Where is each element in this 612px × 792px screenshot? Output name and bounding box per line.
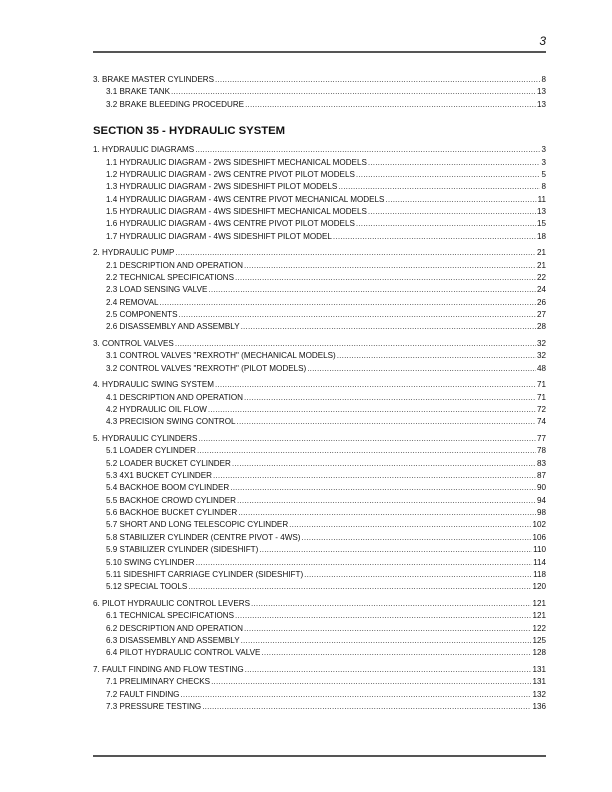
entry-page-number: 87 bbox=[536, 471, 546, 481]
toc-subentry[interactable] bbox=[93, 157, 546, 169]
dot-leader bbox=[196, 557, 532, 569]
entry-label: 2. HYDRAULIC PUMP bbox=[93, 248, 175, 258]
toc-subentry[interactable] bbox=[93, 610, 546, 622]
entry-page-number: 28 bbox=[536, 322, 546, 332]
footer-rule bbox=[93, 755, 546, 757]
entry-label: 5.8 STABILIZER CYLINDER (CENTRE PIVOT - 4WS) bbox=[106, 532, 301, 542]
dot-leader bbox=[159, 297, 536, 309]
toc-group bbox=[93, 433, 546, 593]
entry-label: 1.4 HYDRAULIC DIAGRAM - 4WS CENTRE PIVOT MECHANICAL MODELS bbox=[106, 194, 385, 204]
entry-label: 2.5 COMPONENTS bbox=[106, 310, 178, 320]
toc-subentry[interactable] bbox=[93, 218, 546, 230]
toc-subentry[interactable] bbox=[93, 445, 546, 457]
toc-subentry[interactable] bbox=[93, 581, 546, 593]
entry-label: 6.1 TECHNICAL SPECIFICATIONS bbox=[106, 611, 235, 621]
toc-entry[interactable] bbox=[93, 598, 546, 610]
dot-leader bbox=[198, 433, 536, 445]
toc-subentry[interactable] bbox=[93, 350, 546, 362]
entry-label: 3.1 BRAKE TANK bbox=[106, 87, 171, 97]
entry-label: 1.7 HYDRAULIC DIAGRAM - 4WS SIDESHIFT PILOT MODEL bbox=[106, 231, 332, 241]
dot-leader bbox=[215, 379, 536, 391]
dot-leader bbox=[235, 610, 531, 622]
entry-label: 2.3 LOAD SENSING VALVE bbox=[106, 285, 208, 295]
dot-leader bbox=[232, 458, 536, 470]
toc-entry[interactable] bbox=[93, 664, 546, 676]
entry-page-number: 94 bbox=[536, 495, 546, 505]
entry-page-number: 132 bbox=[532, 689, 546, 699]
entry-page-number: 74 bbox=[536, 417, 546, 427]
toc-subentry[interactable] bbox=[93, 194, 546, 206]
dot-leader bbox=[333, 231, 536, 243]
entry-label: 3.2 BRAKE BLEEDING PROCEDURE bbox=[106, 99, 245, 109]
dot-leader bbox=[208, 284, 536, 296]
entry-page-number: 131 bbox=[532, 677, 546, 687]
toc-subentry[interactable] bbox=[93, 297, 546, 309]
toc-subentry[interactable] bbox=[93, 544, 546, 556]
entry-label: 5.11 SIDESHIFT CARRIAGE CYLINDER (SIDESHIFT) bbox=[106, 569, 304, 579]
entry-page-number: 90 bbox=[536, 483, 546, 493]
entry-label: 1.5 HYDRAULIC DIAGRAM - 4WS SIDESHIFT MECHANICAL MODELS bbox=[106, 207, 367, 217]
entry-label: 4.1 DESCRIPTION AND OPERATION bbox=[106, 392, 244, 402]
toc-subentry[interactable] bbox=[93, 309, 546, 321]
entry-page-number: 18 bbox=[536, 231, 546, 241]
entry-page-number: 83 bbox=[536, 458, 546, 468]
toc-subentry[interactable] bbox=[93, 260, 546, 272]
toc-subentry[interactable] bbox=[93, 495, 546, 507]
toc-subentry[interactable] bbox=[93, 623, 546, 635]
entry-label: 5.9 STABILIZER CYLINDER (SIDESHIFT) bbox=[106, 545, 259, 555]
toc-subentry[interactable] bbox=[93, 557, 546, 569]
entry-page-number: 13 bbox=[536, 87, 546, 97]
entry-label: 5.12 SPECIAL TOOLS bbox=[106, 582, 188, 592]
dot-leader bbox=[188, 581, 531, 593]
dot-leader bbox=[244, 260, 536, 272]
entry-page-number: 98 bbox=[536, 508, 546, 518]
entry-page-number: 77 bbox=[536, 434, 546, 444]
toc-entry[interactable] bbox=[93, 247, 546, 259]
dot-leader bbox=[180, 689, 531, 701]
toc-subentry[interactable] bbox=[93, 321, 546, 333]
entry-page-number: 121 bbox=[532, 611, 546, 621]
entry-page-number: 120 bbox=[532, 582, 546, 592]
toc-subentry[interactable] bbox=[93, 689, 546, 701]
entry-label: 5.2 LOADER BUCKET CYLINDER bbox=[106, 458, 231, 468]
entry-page-number: 22 bbox=[536, 273, 546, 283]
entry-page-number: 106 bbox=[532, 532, 546, 542]
entry-page-number: 3 bbox=[541, 157, 546, 167]
toc-subentry[interactable] bbox=[93, 532, 546, 544]
dot-leader bbox=[241, 635, 532, 647]
entry-label: 3.2 CONTROL VALVES "REXROTH" (PILOT MODELS) bbox=[106, 363, 307, 373]
toc-subentry[interactable] bbox=[93, 635, 546, 647]
dot-leader bbox=[202, 701, 531, 713]
dot-leader bbox=[368, 157, 541, 169]
toc-subentry[interactable] bbox=[93, 169, 546, 181]
entry-label: 3. CONTROL VALVES bbox=[93, 339, 174, 349]
entry-label: 5. HYDRAULIC CYLINDERS bbox=[93, 434, 198, 444]
dot-leader bbox=[304, 569, 532, 581]
entry-page-number: 15 bbox=[536, 219, 546, 229]
entry-page-number: 125 bbox=[532, 635, 546, 645]
dot-leader bbox=[237, 416, 536, 428]
toc-group bbox=[93, 74, 546, 111]
toc-subentry[interactable] bbox=[93, 507, 546, 519]
dot-leader bbox=[338, 181, 540, 193]
entry-label: 1.6 HYDRAULIC DIAGRAM - 4WS CENTRE PIVOT PILOT MODELS bbox=[106, 219, 355, 229]
entry-label: 4.2 HYDRAULIC OIL FLOW bbox=[106, 405, 207, 415]
entry-label: 2.4 REMOVAL bbox=[106, 297, 159, 307]
toc-group bbox=[93, 247, 546, 333]
entry-page-number: 5 bbox=[541, 170, 546, 180]
entry-page-number: 48 bbox=[536, 363, 546, 373]
entry-label: 4. HYDRAULIC SWING SYSTEM bbox=[93, 380, 214, 390]
entry-label: 5.3 4X1 BUCKET CYLINDER bbox=[106, 471, 213, 481]
dot-leader bbox=[244, 392, 536, 404]
entry-page-number: 121 bbox=[532, 598, 546, 608]
dot-leader bbox=[179, 309, 536, 321]
toc-subentry[interactable] bbox=[93, 470, 546, 482]
toc-entry[interactable] bbox=[93, 338, 546, 350]
dot-leader bbox=[215, 74, 540, 86]
entry-page-number: 71 bbox=[536, 392, 546, 402]
entry-page-number: 72 bbox=[536, 405, 546, 415]
toc-subentry[interactable] bbox=[93, 272, 546, 284]
entry-page-number: 102 bbox=[532, 520, 546, 530]
dot-leader bbox=[171, 86, 536, 98]
toc-group bbox=[93, 598, 546, 660]
entry-label: 6.3 DISASSEMBLY AND ASSEMBLY bbox=[106, 635, 240, 645]
entry-label: 2.2 TECHNICAL SPECIFICATIONS bbox=[106, 273, 235, 283]
dot-leader bbox=[241, 321, 536, 333]
dot-leader bbox=[235, 272, 536, 284]
dot-leader bbox=[245, 664, 532, 676]
entry-page-number: 71 bbox=[536, 380, 546, 390]
dot-leader bbox=[251, 598, 532, 610]
dot-leader bbox=[301, 532, 531, 544]
toc-subentry[interactable] bbox=[93, 404, 546, 416]
toc-entry[interactable] bbox=[93, 74, 546, 86]
entry-page-number: 78 bbox=[536, 446, 546, 456]
entry-label: 5.6 BACKHOE BUCKET CYLINDER bbox=[106, 508, 238, 518]
entry-page-number: 21 bbox=[536, 260, 546, 270]
dot-leader bbox=[197, 445, 536, 457]
entry-page-number: 122 bbox=[532, 623, 546, 633]
entry-label: 3.1 CONTROL VALVES "REXROTH" (MECHANICAL MODELS) bbox=[106, 351, 336, 361]
entry-label: 1.3 HYDRAULIC DIAGRAM - 2WS SIDESHIFT PILOT MODELS bbox=[106, 182, 338, 192]
entry-page-number: 13 bbox=[536, 207, 546, 217]
entry-page-number: 110 bbox=[533, 545, 546, 555]
entry-label: 1.2 HYDRAULIC DIAGRAM - 2WS CENTRE PIVOT PILOT MODELS bbox=[106, 170, 355, 180]
dot-leader bbox=[175, 247, 536, 259]
toc-group bbox=[93, 338, 546, 375]
toc-subentry[interactable] bbox=[93, 284, 546, 296]
dot-leader bbox=[307, 363, 536, 375]
entry-label: 7. FAULT FINDING AND FLOW TESTING bbox=[93, 664, 244, 674]
dot-leader bbox=[337, 350, 536, 362]
dot-leader bbox=[385, 194, 536, 206]
toc-group bbox=[93, 144, 546, 243]
toc-subentry[interactable] bbox=[93, 181, 546, 193]
toc-subentry[interactable] bbox=[93, 231, 546, 243]
dot-leader bbox=[356, 169, 541, 181]
toc-subentry[interactable] bbox=[93, 458, 546, 470]
section-heading: SECTION 35 - HYDRAULIC SYSTEM bbox=[93, 125, 286, 138]
entry-label: 5.1 LOADER CYLINDER bbox=[106, 446, 196, 456]
entry-label: 5.7 SHORT AND LONG TELESCOPIC CYLINDER bbox=[106, 520, 289, 530]
entry-page-number: 13 bbox=[536, 99, 546, 109]
entry-label: 6. PILOT HYDRAULIC CONTROL LEVERS bbox=[93, 598, 250, 608]
entry-page-number: 32 bbox=[536, 351, 546, 361]
entry-label: 2.6 DISASSEMBLY AND ASSEMBLY bbox=[106, 322, 240, 332]
dot-leader bbox=[289, 519, 531, 531]
entry-label: 5.4 BACKHOE BOOM CYLINDER bbox=[106, 483, 230, 493]
entry-page-number: 3 bbox=[541, 145, 546, 155]
entry-label: 3. BRAKE MASTER CYLINDERS bbox=[93, 75, 214, 84]
dot-leader bbox=[261, 647, 531, 659]
header-rule bbox=[93, 51, 546, 53]
entry-label: 4.3 PRECISION SWING CONTROL bbox=[106, 417, 236, 427]
dot-leader bbox=[230, 482, 536, 494]
toc-group bbox=[93, 379, 546, 428]
entry-page-number: 118 bbox=[533, 569, 546, 579]
entry-page-number: 114 bbox=[533, 557, 546, 567]
dot-leader bbox=[245, 99, 536, 111]
toc-subentry[interactable] bbox=[93, 647, 546, 659]
table-of-contents bbox=[93, 74, 546, 713]
entry-label: 7.1 PRELIMINARY CHECKS bbox=[106, 677, 211, 687]
toc-subentry[interactable] bbox=[93, 392, 546, 404]
entry-page-number: 131 bbox=[532, 664, 546, 674]
entry-page-number: 8 bbox=[541, 182, 546, 192]
entry-label: 6.4 PILOT HYDRAULIC CONTROL VALVE bbox=[106, 648, 261, 658]
toc-entry[interactable] bbox=[93, 144, 546, 156]
entry-label: 1.1 HYDRAULIC DIAGRAM - 2WS SIDESHIFT MECHANICAL MODELS bbox=[106, 157, 367, 167]
dot-leader bbox=[356, 218, 536, 230]
dot-leader bbox=[195, 144, 540, 156]
dot-leader bbox=[238, 507, 536, 519]
dot-leader bbox=[368, 206, 536, 218]
toc-subentry[interactable] bbox=[93, 701, 546, 713]
entry-page-number: 8 bbox=[541, 75, 546, 84]
entry-page-number: 21 bbox=[536, 248, 546, 258]
entry-page-number: 32 bbox=[536, 339, 546, 349]
entry-page-number: 26 bbox=[536, 297, 546, 307]
entry-label: 5.5 BACKHOE CROWD CYLINDER bbox=[106, 495, 236, 505]
toc-subentry[interactable] bbox=[93, 676, 546, 688]
entry-label: 7.2 FAULT FINDING bbox=[106, 689, 180, 699]
entry-page-number: 11 bbox=[537, 194, 546, 204]
dot-leader bbox=[259, 544, 532, 556]
entry-page-number: 136 bbox=[532, 701, 546, 711]
dot-leader bbox=[213, 470, 536, 482]
entry-page-number: 24 bbox=[536, 285, 546, 295]
dot-leader bbox=[175, 338, 536, 350]
entry-label: 1. HYDRAULIC DIAGRAMS bbox=[93, 145, 195, 155]
toc-group bbox=[93, 664, 546, 713]
toc-subentry[interactable] bbox=[93, 86, 546, 98]
dot-leader bbox=[237, 495, 536, 507]
toc-entry[interactable] bbox=[93, 379, 546, 391]
entry-page-number: 27 bbox=[536, 310, 546, 320]
entry-label: 6.2 DESCRIPTION AND OPERATION bbox=[106, 623, 244, 633]
dot-leader bbox=[244, 623, 531, 635]
entry-label: 7.3 PRESSURE TESTING bbox=[106, 701, 202, 711]
toc-entry[interactable] bbox=[93, 433, 546, 445]
toc-subentry[interactable] bbox=[93, 519, 546, 531]
toc-subentry[interactable] bbox=[93, 416, 546, 428]
toc-subentry[interactable] bbox=[93, 363, 546, 375]
entry-label: 2.1 DESCRIPTION AND OPERATION bbox=[106, 260, 244, 270]
dot-leader bbox=[208, 404, 536, 416]
entry-label: 5.10 SWING CYLINDER bbox=[106, 557, 195, 567]
entry-page-number: 128 bbox=[532, 648, 546, 658]
toc-subentry[interactable] bbox=[93, 206, 546, 218]
page-number: 3 bbox=[539, 34, 546, 48]
toc-subentry[interactable] bbox=[93, 482, 546, 494]
dot-leader bbox=[211, 676, 531, 688]
toc-subentry[interactable] bbox=[93, 99, 546, 111]
toc-subentry[interactable] bbox=[93, 569, 546, 581]
